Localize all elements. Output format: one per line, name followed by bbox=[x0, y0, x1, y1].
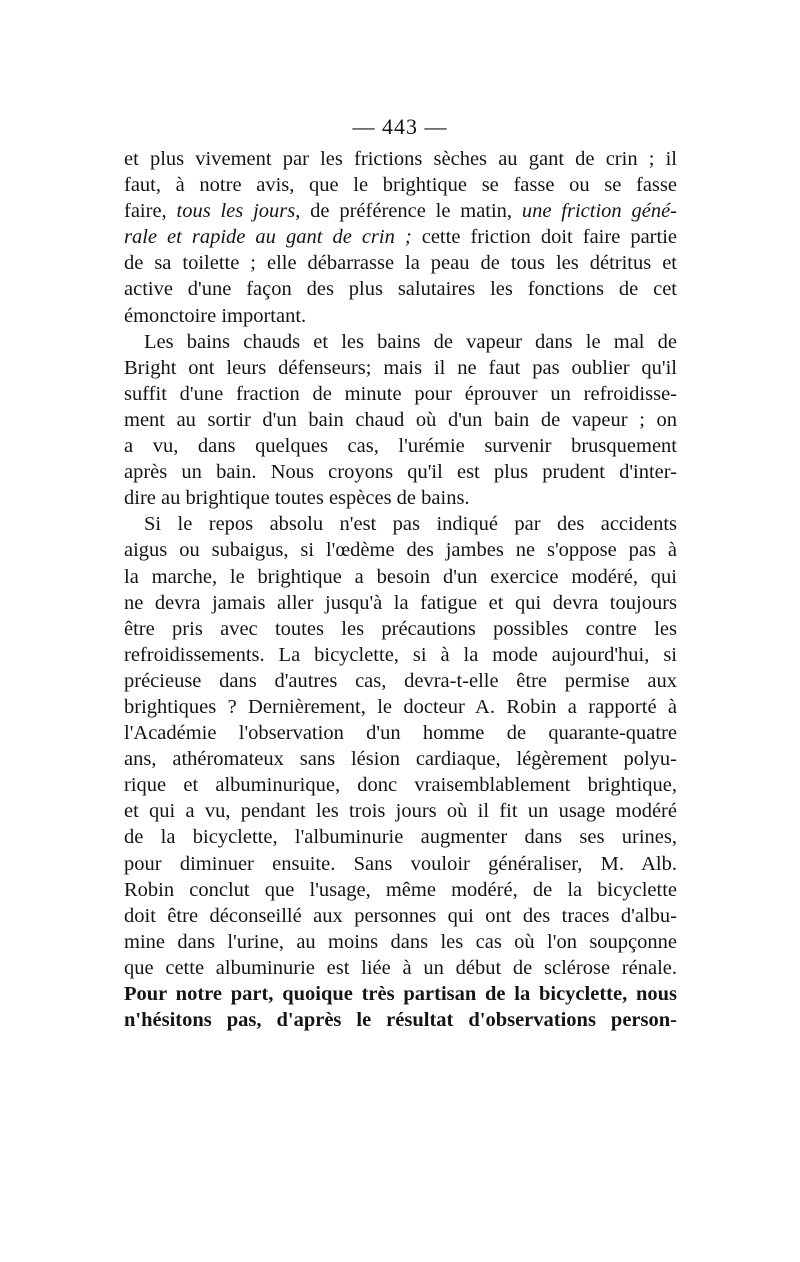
text-line: après un bain. Nous croyons qu'il est plus prudent d'inter- bbox=[124, 461, 677, 484]
text-line: de sa toilette ; elle débarrasse la peau de tous les détritus et bbox=[124, 252, 677, 275]
text-line: dire au brightique toutes espèces de bains. bbox=[124, 487, 470, 510]
text-run: , de préférence le matin, bbox=[295, 200, 522, 223]
text-line: aigus ou subaigus, si l'œdème des jambes ne s'oppose pas à bbox=[124, 539, 677, 562]
text-line: Pour notre part, quoique très partisan de la bicyclette, nous bbox=[124, 983, 677, 1005]
text-line: ment au sortir d'un bain chaud où d'un bain de vapeur ; on bbox=[124, 408, 677, 431]
italic-run: une friction géné- bbox=[521, 200, 677, 223]
text-line: brightiques ? Dernièrement, le docteur A. Robin a rapporté à bbox=[124, 695, 677, 718]
text-run: faire, bbox=[124, 200, 177, 223]
text-line: de la bicyclette, l'albuminurie augmenter dans ses urines, bbox=[124, 826, 677, 849]
italic-run: tous les jours bbox=[176, 200, 296, 223]
text-line: Les bains chauds et les bains de vapeur dans le mal de bbox=[144, 330, 677, 353]
text-line: Bright ont leurs défenseurs; mais il ne faut pas oublier qu'il bbox=[124, 356, 677, 379]
text-line: pour diminuer ensuite. Sans vouloir généraliser, M. Alb. bbox=[124, 852, 677, 875]
text-line: ne devra jamais aller jusqu'à la fatigue et qui devra toujours bbox=[124, 591, 677, 614]
text-line: être pris avec toutes les précautions possibles contre les bbox=[124, 617, 677, 640]
text-line: rique et albuminurique, donc vraisemblablement brightique, bbox=[124, 774, 677, 797]
text-line: suffit d'une fraction de minute pour éprouver un refroidisse- bbox=[124, 382, 677, 405]
text-line: émonctoire important. bbox=[124, 304, 307, 327]
text-line: la marche, le brightique a besoin d'un exercice modéré, qui bbox=[124, 565, 677, 588]
text-line-mixed bbox=[124, 224, 677, 250]
page-number: — 443 — bbox=[352, 114, 448, 139]
text-line: faut, à notre avis, que le brightique se fasse ou se fasse bbox=[124, 174, 677, 197]
text-line: que cette albuminurie est liée à un début de sclérose rénale. bbox=[124, 956, 677, 979]
text-line: mine dans l'urine, au moins dans les cas où l'on soupçonne bbox=[124, 930, 677, 953]
text-line: doit être déconseillé aux personnes qui ont des traces d'albu- bbox=[124, 904, 677, 927]
text-line: Robin conclut que l'usage, même modéré, de la bicyclette bbox=[124, 878, 677, 901]
italic-run: rale et rapide au gant de crin ; bbox=[124, 226, 412, 249]
text-run: cette friction doit faire partie bbox=[411, 226, 677, 249]
body-text bbox=[124, 146, 677, 1033]
text-line: refroidissements. La bicyclette, si à la mode aujourd'hui, si bbox=[124, 643, 677, 666]
text-line: l'Académie l'observation d'un homme de quarante-quatre bbox=[124, 722, 677, 745]
text-line: et plus vivement par les frictions sèches au gant de crin ; il bbox=[124, 148, 677, 170]
text-line-mixed bbox=[124, 198, 677, 224]
text-line: a vu, dans quelques cas, l'urémie survenir brusquement bbox=[124, 435, 677, 458]
text-line: précieuse dans d'autres cas, devra-t-elle être permise aux bbox=[124, 669, 677, 692]
text-line: Si le repos absolu n'est pas indiqué par des accidents bbox=[144, 513, 677, 536]
text-line: n'hésitons pas, d'après le résultat d'observations person- bbox=[124, 1009, 677, 1032]
text-line: active d'une façon des plus salutaires les fonctions de cet bbox=[124, 278, 677, 301]
text-line: ans, athéromateux sans lésion cardiaque, légèrement polyu- bbox=[124, 748, 677, 771]
text-line: et qui a vu, pendant les trois jours où il fit un usage modéré bbox=[124, 800, 677, 823]
